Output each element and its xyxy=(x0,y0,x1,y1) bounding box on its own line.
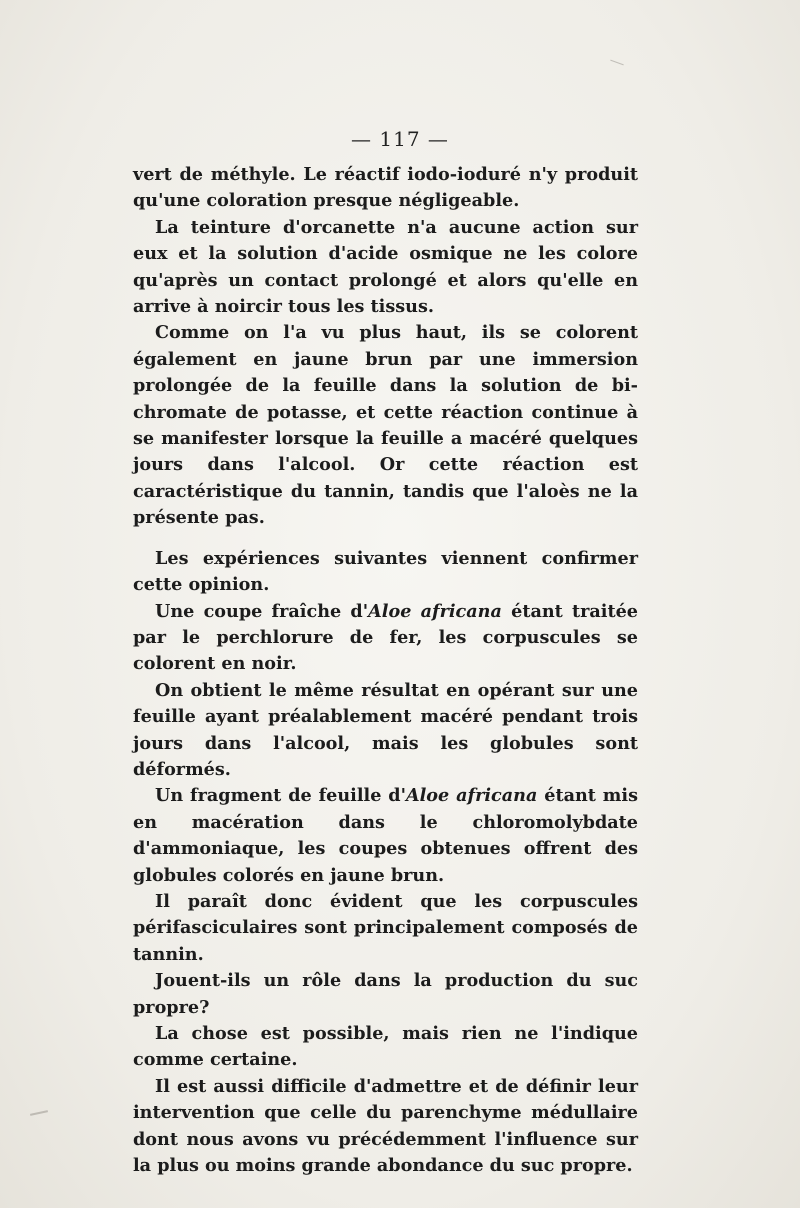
paragraph-chloromolybdate-end: étant mis en macération dans le chloromolybdate d'ammoniaque, les coupes obtenues offrent des globules colorés en jaune brun. xyxy=(133,785,638,886)
paragraph-alcool: On obtient le même résultat en opérant sur une feuille ayant préalablement macéré pendant trois jours dans l'alcool, mais les globules sont déformés. xyxy=(133,679,638,780)
paragraph-possible: La chose est possible, mais rien ne l'indique comme certaine. xyxy=(133,1023,638,1071)
paragraph-continuation: vert de méthyle. Le réactif iodo-ioduré n'y produit qu'une coloration presque négligeable. xyxy=(133,164,638,212)
paragraph-bichromate: Comme on l'a vu plus haut, ils se colorent également en jaune brun par une immersion prolongée de la feuille dans la solution de bi-chromate de potasse, et cette réaction continue à se manifester lorsque la feuille a macéré quelques jours dans l'alcool. Or cette réaction est caractéristique du tannin, tandis que l'aloès ne la présente pas. xyxy=(133,322,638,529)
paragraph-perchlorure-start: Une coupe fraîche d' xyxy=(155,600,369,622)
paragraph-experiences: Les expériences suivantes viennent confirmer cette opinion. xyxy=(133,547,638,596)
paragraph-chloromolybdate xyxy=(133,783,638,889)
paragraph-orcanette: La teinture d'orcanette n'a aucune action sur eux et la solution d'acide osmique ne les colore qu'après un contact prolongé et alors qu'elle en arrive à noircir tous les tissus. xyxy=(133,216,638,318)
paragraph-perchlorure xyxy=(133,599,638,678)
species-name: Aloe africana xyxy=(368,600,502,622)
paragraph-chloromolybdate-start: Un fragment de feuille d' xyxy=(155,785,406,807)
paper-mark xyxy=(30,1110,48,1116)
paragraph-conclusion: Il paraît donc évident que les corpuscules périfasciculaires sont principalement composés de tannin. xyxy=(133,890,638,965)
body-text xyxy=(133,162,638,1179)
paragraph-perchlorure-end: étant traitée par le perchlorure de fer, les corpuscules se colorent en noir. xyxy=(133,600,639,675)
species-name: Aloe africana xyxy=(405,785,538,807)
paragraph-parenchyme: Il est aussi difficile d'admettre et de définir leur intervention que celle du parenchyme médullaire dont nous avons vu précédemment l'influence sur la plus ou moins grande abondance du suc propre. xyxy=(133,1075,638,1177)
paper-mark xyxy=(610,60,623,66)
page-number: — 117 — xyxy=(351,127,449,151)
paragraph-question: Jouent-ils un rôle dans la production du suc propre? xyxy=(133,970,638,1018)
